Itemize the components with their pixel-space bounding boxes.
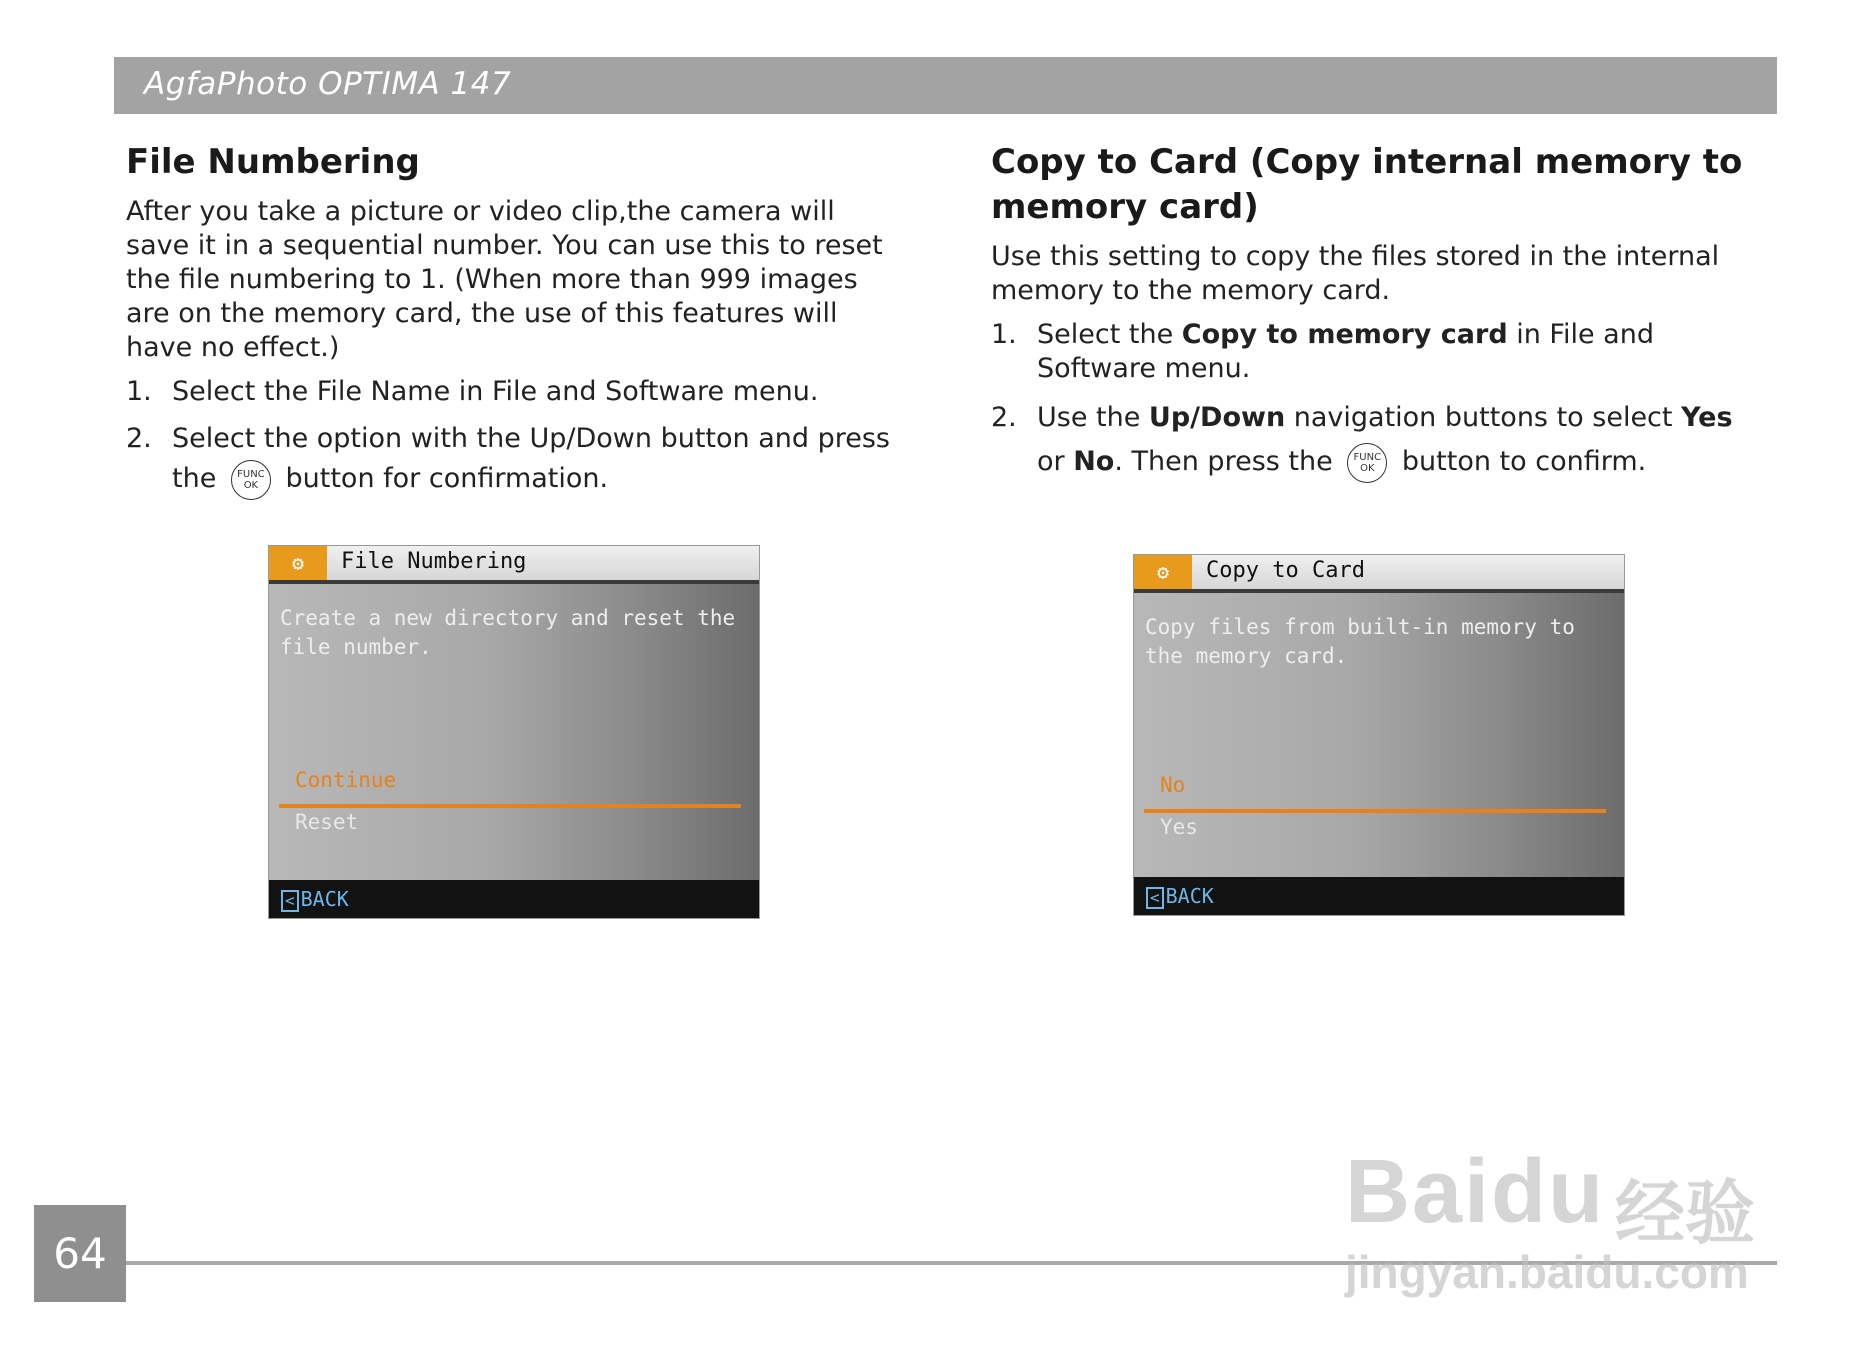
screen-title: Copy to Card: [1206, 558, 1365, 583]
list-item: 1. Select the File Name in File and Software menu.: [126, 376, 819, 407]
header-bar: [114, 57, 1777, 114]
copy-to-card-screen: [1133, 554, 1625, 916]
manual-title: AgfaPhoto OPTIMA 147: [144, 66, 512, 102]
file-numbering-intro: After you take a picture or video clip,the camera will save it in a sequential number. You can use this to reset the file numbering to 1. (When more than 999 images are on the memory card, the use of this features will have no effect.): [126, 196, 883, 363]
list-item: 2. Use the Up/Down navigation buttons to select Yes or No. Then press the FUNC OK button to confirm.: [991, 396, 1751, 484]
screen-footer: [1134, 877, 1624, 915]
list-item: 1. Select the Copy to memory card in File and Software menu.: [991, 319, 1654, 384]
copy-to-card-steps: [991, 318, 1751, 484]
copy-to-card-heading: Copy to Card (Copy internal memory to memory card): [991, 142, 1743, 227]
screen-message: Copy files from built-in memory to the memory card.: [1145, 615, 1575, 668]
screen-option-no[interactable]: No: [1160, 773, 1186, 797]
screen-header: [1134, 555, 1624, 593]
watermark-url: jingyan.baidu.com: [1345, 1246, 1749, 1298]
screen-option-yes[interactable]: Yes: [1160, 815, 1198, 839]
back-button[interactable]: < BACK: [1146, 884, 1214, 909]
screen-option-reset[interactable]: Reset: [295, 810, 359, 834]
watermark-cn-text: 经验: [1615, 1174, 1755, 1252]
back-arrow-icon: <: [1146, 887, 1164, 909]
back-arrow-icon: <: [281, 890, 299, 912]
func-ok-button-icon: FUNC OK: [231, 460, 271, 500]
watermark-logo-text: Baidu: [1345, 1142, 1606, 1242]
screen-footer: [269, 880, 759, 918]
copy-to-card-intro: Use this setting to copy the files stored in the internal memory to the memory card.: [991, 241, 1720, 306]
screen-option-continue[interactable]: Continue: [295, 768, 397, 792]
list-item: 2. Select the option with the Up/Down button and press the FUNC OK button for confirmation.: [126, 419, 906, 500]
file-numbering-steps: [126, 375, 906, 500]
settings-tab-icon: ⚙: [1134, 555, 1192, 589]
screen-message: Create a new directory and reset the file number.: [280, 606, 736, 659]
screen-title: File Numbering: [341, 549, 527, 574]
page-number: 64: [34, 1205, 126, 1302]
file-numbering-screen: [268, 545, 760, 919]
copy-to-card-section: [991, 140, 1751, 494]
baidu-watermark: [1345, 1095, 1785, 1305]
file-numbering-section: [126, 140, 906, 510]
back-button[interactable]: < BACK: [281, 887, 349, 912]
selection-underline: [1144, 809, 1606, 813]
file-numbering-heading: File Numbering: [126, 142, 420, 182]
screen-header: [269, 546, 759, 584]
func-ok-button-icon: FUNC OK: [1347, 443, 1387, 483]
settings-tab-icon: ⚙: [269, 546, 327, 580]
selection-underline: [279, 804, 741, 808]
